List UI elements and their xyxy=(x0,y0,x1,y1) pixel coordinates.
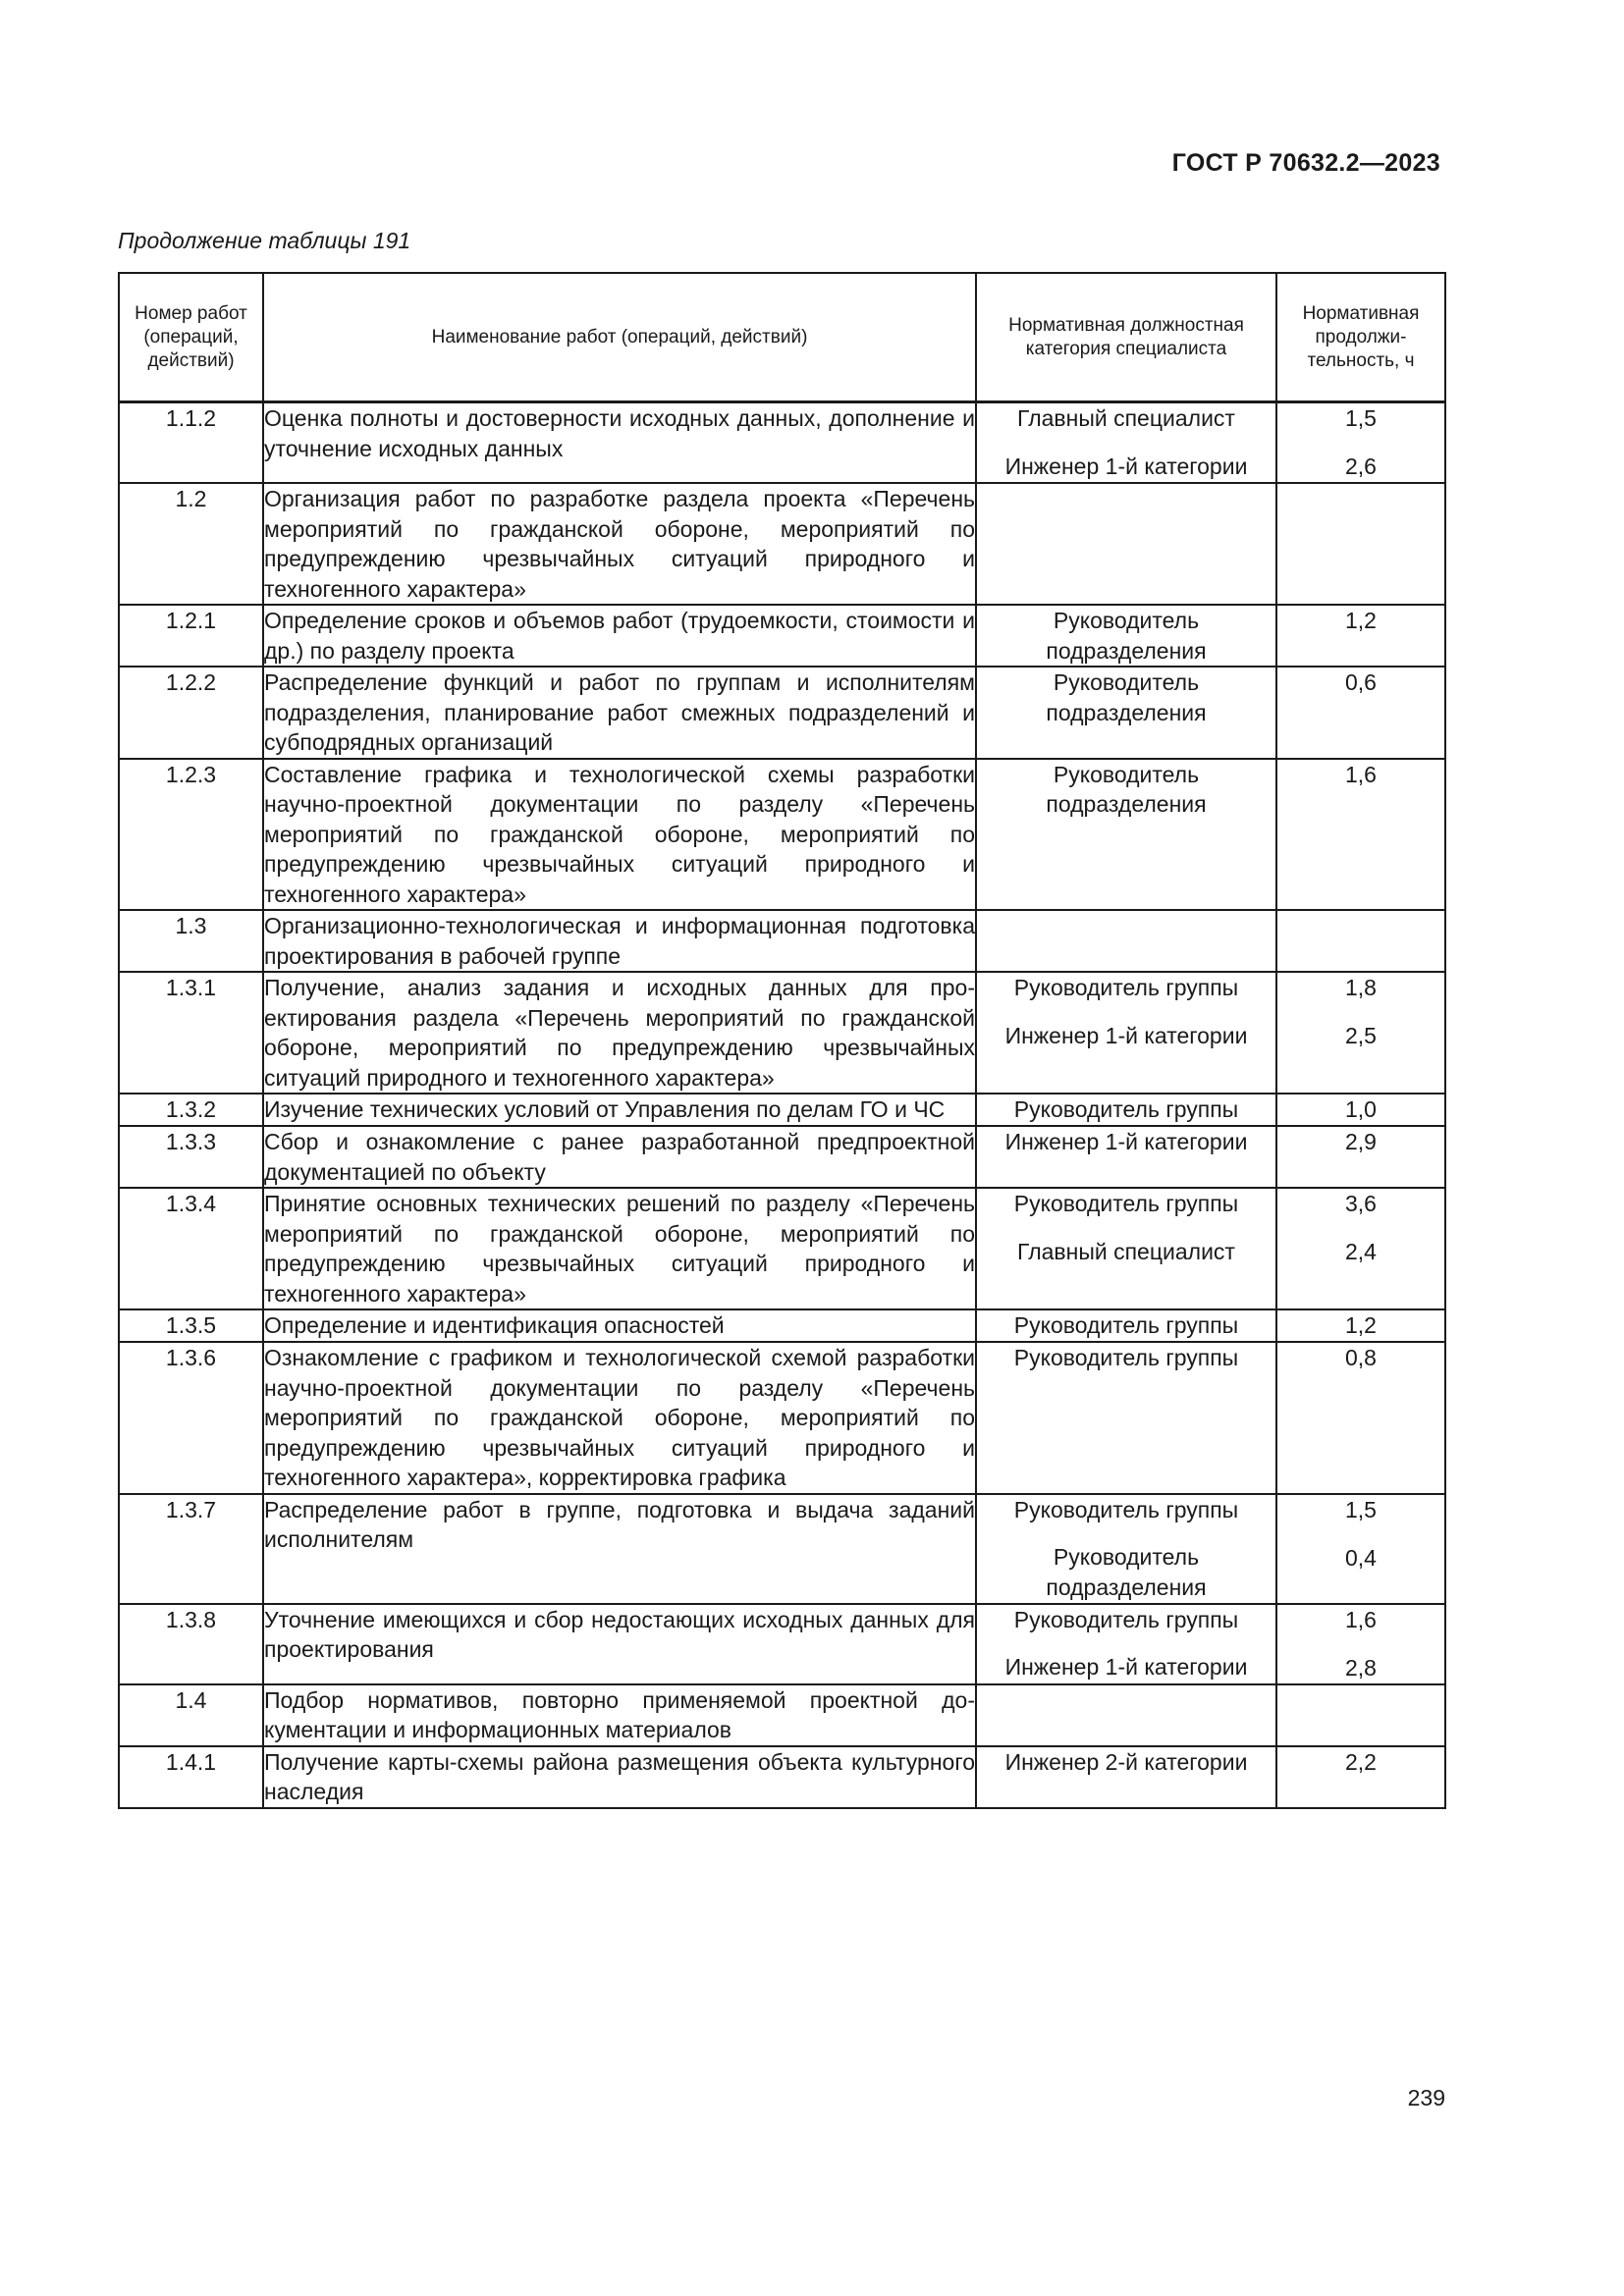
duration-value: 1,8 xyxy=(1345,975,1377,1000)
column-header-number: Номер работ (операций, действий) xyxy=(119,273,263,402)
work-number-cell: 1.3.5 xyxy=(119,1309,263,1342)
duration-value: 2,8 xyxy=(1345,1654,1377,1681)
table-row xyxy=(119,1126,1445,1188)
category-cell xyxy=(976,1188,1276,1309)
duration-value: 1,5 xyxy=(1345,1496,1377,1522)
work-name-cell: Принятие основных технических решений по разделу «Перечень мероприятий по гражданской обороне, мероприятий по предупреждению чрезвычайных ситуаций природного и техногенного характера» xyxy=(263,1188,976,1309)
category-cell xyxy=(976,972,1276,1094)
column-header-duration: Нормативная продолжи-тельность, ч xyxy=(1276,273,1445,402)
specialist-category: Инженер 2-й категории xyxy=(1004,1748,1248,1775)
work-number-cell: 1.2.1 xyxy=(119,605,263,667)
specialist-category: Руководитель подразделения xyxy=(1046,608,1207,664)
duration-cell xyxy=(1276,1126,1445,1188)
table-body xyxy=(119,402,1445,1808)
table-row xyxy=(119,1494,1445,1604)
specialist-category: Инженер 1-й категории xyxy=(1004,453,1248,479)
duration-cell xyxy=(1276,605,1445,667)
table-caption: Продолжение таблицы 191 xyxy=(118,228,411,253)
duration-value: 1,2 xyxy=(1345,1312,1377,1338)
duration-cell xyxy=(1276,972,1445,1094)
work-number-cell: 1.3.1 xyxy=(119,972,263,1094)
duration-cell xyxy=(1276,759,1445,911)
category-cell xyxy=(976,1342,1276,1494)
specialist-category: Руководитель подразделения xyxy=(1046,1544,1207,1600)
column-header-name: Наименование работ (операций, действий) xyxy=(263,273,976,402)
table-row xyxy=(119,1188,1445,1309)
table-row xyxy=(119,1309,1445,1342)
table-row xyxy=(119,667,1445,759)
table-row xyxy=(119,910,1445,972)
duration-value: 0,8 xyxy=(1345,1345,1377,1370)
category-cell xyxy=(976,402,1276,484)
specialist-category: Руководитель группы xyxy=(1013,1191,1239,1216)
category-cell xyxy=(976,605,1276,667)
duration-cell xyxy=(1276,402,1445,484)
work-number-cell: 1.2.3 xyxy=(119,759,263,911)
work-name-cell: Организация работ по разработке раздела проекта «Перечень мероприятий по гражданской обороне, мероприятий по предупреждению чрезвычайных ситуаций природного и техногенного характера» xyxy=(263,483,976,605)
table-row xyxy=(119,1684,1445,1746)
duration-cell xyxy=(1276,910,1445,972)
norms-table xyxy=(118,272,1446,1809)
category-cell xyxy=(976,1309,1276,1342)
duration-value: 2,4 xyxy=(1345,1239,1377,1264)
specialist-category: Руководитель группы xyxy=(1013,1312,1239,1338)
work-name-cell: Получение, анализ задания и исходных данных для проектирования раздела «Перечень мероприятий по гражданской обороне, мероприятий по предупреждению чрезвычайных ситуаций природного и техногенного характера» xyxy=(263,972,976,1094)
work-name-cell: Распределение функций и работ по группам и исполнителям подразделения, планирование работ смежных подразделений и субподрядных организаций xyxy=(263,667,976,759)
duration-cell xyxy=(1276,1188,1445,1309)
duration-value: 1,6 xyxy=(1345,761,1377,787)
duration-value: 2,5 xyxy=(1345,1023,1377,1048)
work-name-cell: Ознакомление с графиком и технологической схемой разработки научно-проектной документации по разделу «Перечень мероприятий по гражданской обороне, мероприятий по предупреждению чрезвычайных ситуаций природного и техногенного характера», корректировка графика xyxy=(263,1342,976,1494)
table-row xyxy=(119,483,1445,605)
work-number-cell: 1.3.2 xyxy=(119,1094,263,1126)
work-number-cell: 1.2 xyxy=(119,483,263,605)
table-row xyxy=(119,972,1445,1094)
specialist-category: Главный специалист xyxy=(1017,405,1235,431)
work-name-cell: Оценка полноты и достоверности исходных данных, дополнение и уточнение исходных данных xyxy=(263,402,976,484)
specialist-category: Руководитель подразделения xyxy=(1046,669,1207,725)
work-name-cell: Составление графика и технологической схемы разработки научно-проектной документации по разделу «Перечень мероприятий по гражданской обороне, мероприятий по предупреждению чрезвычайных ситуаций природного и техногенного характера» xyxy=(263,759,976,911)
duration-value: 0,4 xyxy=(1345,1544,1377,1571)
work-number-cell: 1.2.2 xyxy=(119,667,263,759)
duration-cell xyxy=(1276,1342,1445,1494)
specialist-category: Руководитель группы xyxy=(1013,1496,1239,1522)
duration-value: 2,6 xyxy=(1345,454,1377,479)
work-number-cell: 1.3.7 xyxy=(119,1494,263,1604)
work-name-cell: Определение и идентификация опасностей xyxy=(263,1309,976,1342)
work-number-cell: 1.3.6 xyxy=(119,1342,263,1494)
page-number: 239 xyxy=(1407,2085,1445,2110)
category-cell xyxy=(976,1604,1276,1684)
work-name-cell: Изучение технических условий от Управления по делам ГО и ЧС xyxy=(263,1094,976,1126)
duration-cell xyxy=(1276,1684,1445,1746)
column-header-category: Нормативная должностная категория специалиста xyxy=(976,273,1276,402)
duration-cell xyxy=(1276,483,1445,605)
category-cell xyxy=(976,1126,1276,1188)
work-number-cell: 1.3.4 xyxy=(119,1188,263,1309)
duration-cell xyxy=(1276,1746,1445,1808)
work-name-cell: Сбор и ознакомление с ранее разработанной предпроектной документацией по объекту xyxy=(263,1126,976,1188)
table-row xyxy=(119,402,1445,484)
specialist-category: Руководитель группы xyxy=(1013,1345,1239,1370)
table-header xyxy=(119,273,1445,402)
duration-cell xyxy=(1276,1494,1445,1604)
work-number-cell: 1.4.1 xyxy=(119,1746,263,1808)
duration-cell xyxy=(1276,667,1445,759)
specialist-category: Руководитель группы xyxy=(1013,1606,1239,1632)
specialist-category: Руководитель подразделения xyxy=(1046,761,1207,817)
category-cell xyxy=(976,1094,1276,1126)
table-row xyxy=(119,1094,1445,1126)
category-cell xyxy=(976,667,1276,759)
work-name-cell: Получение карты-схемы района размещения объекта культурного наследия xyxy=(263,1746,976,1808)
specialist-category: Руководитель группы xyxy=(1013,975,1239,1000)
category-cell xyxy=(976,910,1276,972)
work-name-cell: Подбор нормативов, повторно применяемой проектной документации и информационных материалов xyxy=(263,1684,976,1746)
table-row xyxy=(119,1342,1445,1494)
table-row xyxy=(119,759,1445,911)
duration-cell xyxy=(1276,1309,1445,1342)
duration-value: 3,6 xyxy=(1345,1191,1377,1216)
table-row xyxy=(119,605,1445,667)
work-number-cell: 1.4 xyxy=(119,1684,263,1746)
duration-cell xyxy=(1276,1604,1445,1684)
work-number-cell: 1.3.3 xyxy=(119,1126,263,1188)
duration-value: 2,2 xyxy=(1345,1748,1377,1775)
duration-value: 1,2 xyxy=(1345,608,1377,633)
work-name-cell: Определение сроков и объемов работ (трудоемкости, стоимости и др.) по разделу проекта xyxy=(263,605,976,667)
duration-value: 1,5 xyxy=(1345,405,1377,431)
specialist-category: Инженер 1-й категории xyxy=(1004,1022,1248,1048)
table-header-row xyxy=(119,273,1445,402)
duration-value: 0,6 xyxy=(1345,669,1377,695)
category-cell xyxy=(976,759,1276,911)
category-cell xyxy=(976,1746,1276,1808)
work-name-cell: Организационно-технологическая и информационная подготовка проектирования в рабочей группе xyxy=(263,910,976,972)
work-number-cell: 1.1.2 xyxy=(119,402,263,484)
duration-value: 2,9 xyxy=(1345,1129,1377,1154)
work-number-cell: 1.3 xyxy=(119,910,263,972)
work-name-cell: Уточнение имеющихся и сбор недостающих исходных данных для проектирования xyxy=(263,1604,976,1684)
work-name-cell: Распределение работ в группе, подготовка и выдача заданий исполнителям xyxy=(263,1494,976,1604)
category-cell xyxy=(976,483,1276,605)
table-row xyxy=(119,1604,1445,1684)
table-row xyxy=(119,1746,1445,1808)
category-cell xyxy=(976,1684,1276,1746)
category-cell xyxy=(976,1494,1276,1604)
specialist-category: Инженер 1-й категории xyxy=(1004,1654,1248,1680)
duration-value: 1,6 xyxy=(1345,1606,1377,1632)
duration-value: 1,0 xyxy=(1345,1096,1377,1122)
document-code: ГОСТ Р 70632.2—2023 xyxy=(1171,149,1440,177)
specialist-category: Руководитель группы xyxy=(1013,1096,1239,1122)
specialist-category: Инженер 1-й категории xyxy=(1004,1129,1248,1154)
duration-cell xyxy=(1276,1094,1445,1126)
work-number-cell: 1.3.8 xyxy=(119,1604,263,1684)
specialist-category: Главный специалист xyxy=(1017,1238,1235,1264)
